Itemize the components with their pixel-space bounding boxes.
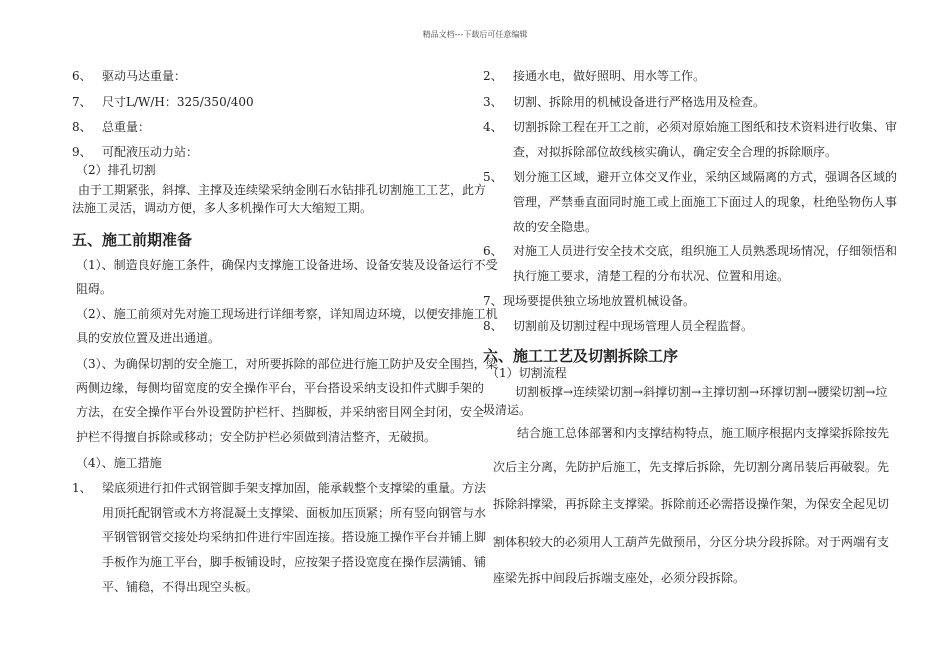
paragraph-line: 梁底须进行扣件式钢管脚手架支撑加固，能承载整个支撑梁的重量。方法 bbox=[102, 481, 487, 495]
paragraph-line: 故的安全隐患。 bbox=[513, 220, 598, 234]
paragraph-line: 座梁先拆中间段后拆端支座处，必须分段拆除。 bbox=[493, 571, 746, 585]
paragraph-line: 用顶托配钢管或木方将混凝土支撑梁、面板加压顶紧；所有竖向钢管与水 bbox=[102, 506, 487, 520]
paragraph-line: （3）、为确保切割的安全施工，对所要拆除的部位进行施工防护及安全围挡，梁 bbox=[76, 357, 498, 371]
item-number: 8、 bbox=[483, 319, 503, 333]
paragraph-line: 结合施工总体部署和内支撑结构特点，施工顺序根据内支撑梁拆除按先 bbox=[517, 426, 890, 440]
paragraph-line: 护栏不得擅自拆除或移动；安全防护栏必须做到清洁整齐，无破损。 bbox=[76, 430, 437, 444]
item-number: 9、 bbox=[72, 145, 92, 159]
item-text: 驱动马达重量： bbox=[102, 69, 187, 83]
paragraph-line: （1）、制造良好施工条件，确保内支撑施工设备进场、设备安装及设备运行不受 bbox=[76, 258, 498, 272]
paragraph-line: 法施工灵活，调动方便，多人多机操作可大大缩短工期。 bbox=[72, 201, 373, 215]
paragraph-line: 管理，严禁垂直面同时施工或上面施工下面过人的现象，杜绝坠物伤人事 bbox=[513, 195, 898, 209]
item-number: 1、 bbox=[72, 481, 92, 495]
subheading: （1）切割流程 bbox=[487, 366, 567, 380]
paragraph-line: 拆除斜撑梁，再拆除主支撑梁。拆除前还必需搭设操作架，为保安全起见切 bbox=[493, 497, 890, 511]
paragraph-line: 方法，在安全操作平台外设置防护栏杆、挡脚板，并采纳密目网全封闭，安全 bbox=[76, 405, 485, 419]
paragraph-line: 手板作为施工平台，脚手板铺设时，应按架子搭设宽度在操作层满铺、铺 bbox=[102, 555, 487, 569]
item-text: 切割前及切割过程中现场管理人员全程监督。 bbox=[513, 319, 754, 333]
section-heading: 五、施工前期准备 bbox=[72, 231, 193, 249]
item-number: 5、 bbox=[483, 170, 503, 184]
paragraph-line: 平钢管钢管交接处均采纳扣件进行牢固连接。搭设施工操作平台并铺上脚 bbox=[102, 530, 487, 544]
item-text: 尺寸L/W/H：325/350/400 bbox=[102, 95, 254, 109]
item-number: 7、 bbox=[483, 294, 503, 308]
paragraph-line: 圾清运。 bbox=[483, 403, 532, 417]
paragraph-line: 平、铺稳，不得出现空头板。 bbox=[102, 580, 259, 594]
item-number: 6、 bbox=[483, 244, 503, 258]
item-number: 6、 bbox=[72, 69, 92, 83]
paragraph-line: 阻碍。 bbox=[76, 282, 113, 296]
paragraph-line: 切割拆除工程在开工之前，必须对原始施工图纸和技术资料进行收集、审 bbox=[513, 120, 898, 134]
paragraph-line: 由于工期紧张，斜撑、主撑及连续梁采纳金刚石水钻排孔切割施工工艺，此方 bbox=[78, 183, 487, 197]
item-text: 总重量： bbox=[102, 120, 151, 134]
paragraph-line: 划分施工区域，避开立体交叉作业，采纳区域隔离的方式，强调各区域的 bbox=[513, 170, 898, 184]
item-number: 3、 bbox=[483, 95, 503, 109]
section-heading: 六、施工工艺及切割拆除工序 bbox=[483, 347, 679, 365]
item-number: 8、 bbox=[72, 120, 92, 134]
paragraph-line: 具的安放位置及进出通道。 bbox=[76, 331, 221, 345]
paragraph-line: 次后主分离，先防护后施工，先支撑后拆除，先切割分离吊装后再破裂。先 bbox=[493, 460, 890, 474]
item-text: 可配液压动力站： bbox=[102, 145, 199, 159]
paragraph-line: 对施工人员进行安全技术交底，组织施工人员熟悉现场情况，仔细领悟和 bbox=[513, 244, 898, 258]
item-text: 现场要提供独立场地放置机械设备。 bbox=[503, 294, 696, 308]
subheading: （2）排孔切割 bbox=[76, 163, 156, 177]
page-header: 精品文档---下载后可任意编辑 bbox=[422, 30, 528, 39]
item-number: 2、 bbox=[483, 69, 503, 83]
item-number: 7、 bbox=[72, 95, 92, 109]
paragraph-line: 割体积较大的必须用人工葫芦先做预吊，分区分块分段拆除。对于两端有支 bbox=[493, 535, 890, 549]
paragraph-line: 查，对拟拆除部位故线核实确认，确定安全合理的拆除顺序。 bbox=[513, 145, 838, 159]
paragraph-line: 两侧边缘，每侧均留宽度的安全操作平台，平台搭设采纳支设扣件式脚手架的 bbox=[76, 381, 485, 395]
item-number: 4、 bbox=[483, 120, 503, 134]
item-text: 切割、拆除用的机械设备进行严格选用及检查。 bbox=[513, 95, 766, 109]
paragraph-line: 执行施工要求，清楚工程的分布状况、位置和用途。 bbox=[513, 269, 790, 283]
item-text: 接通水电，做好照明、用水等工作。 bbox=[513, 69, 706, 83]
paragraph-line: （2）、施工前须对先对施工现场进行详细考察，详知周边环境，以便安排施工机 bbox=[76, 307, 498, 321]
paragraph-line: 切割板撑→连续梁切割→斜撑切割→主撑切割→环撑切割→腰梁切割→垃 bbox=[515, 385, 888, 399]
subheading: （4）、施工措施 bbox=[76, 456, 162, 470]
